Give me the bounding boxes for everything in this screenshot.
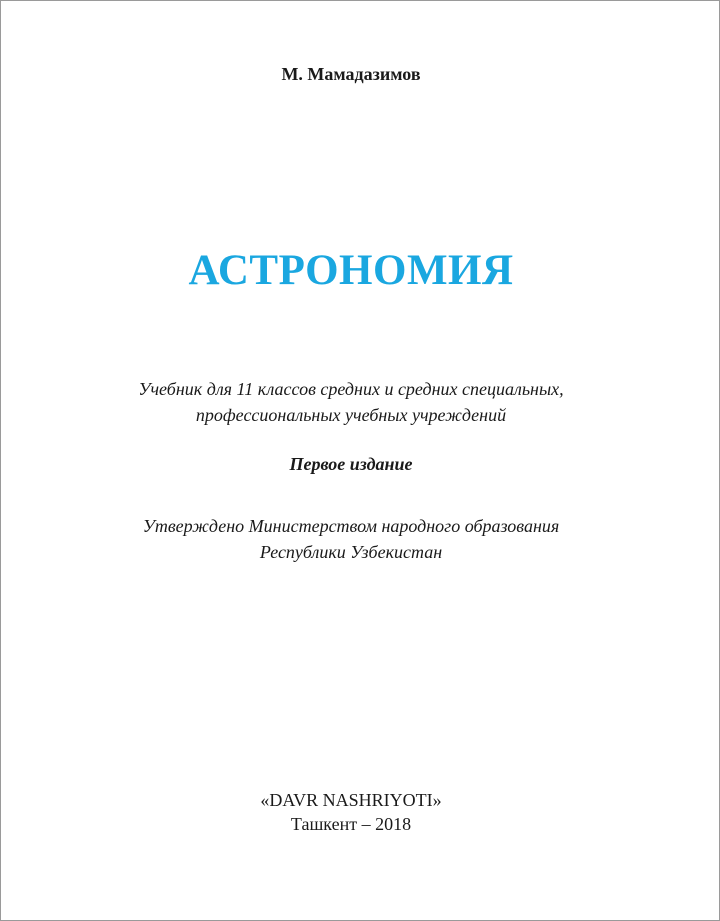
- approval-line-2: Республики Узбекистан: [259, 542, 443, 562]
- subtitle-line-1: Учебник для 11 классов средних и средних специальных,: [138, 379, 564, 399]
- edition-label: Первое издание: [289, 454, 413, 474]
- publisher-name: «DAVR NASHRIYOTI»: [260, 790, 442, 810]
- publisher-place-year: Ташкент – 2018: [290, 814, 412, 834]
- book-title: АСТРОНОМИЯ: [188, 247, 514, 294]
- publisher-block: [1, 788, 701, 836]
- approval-line-1: Утверждено Министерством народного образования: [142, 516, 560, 536]
- subtitle-line-2: профессиональных учебных учреждений: [195, 405, 507, 425]
- approval-note: [1, 513, 701, 565]
- book-subtitle: [1, 376, 701, 428]
- author-name: М. Мамадазимов: [281, 64, 421, 84]
